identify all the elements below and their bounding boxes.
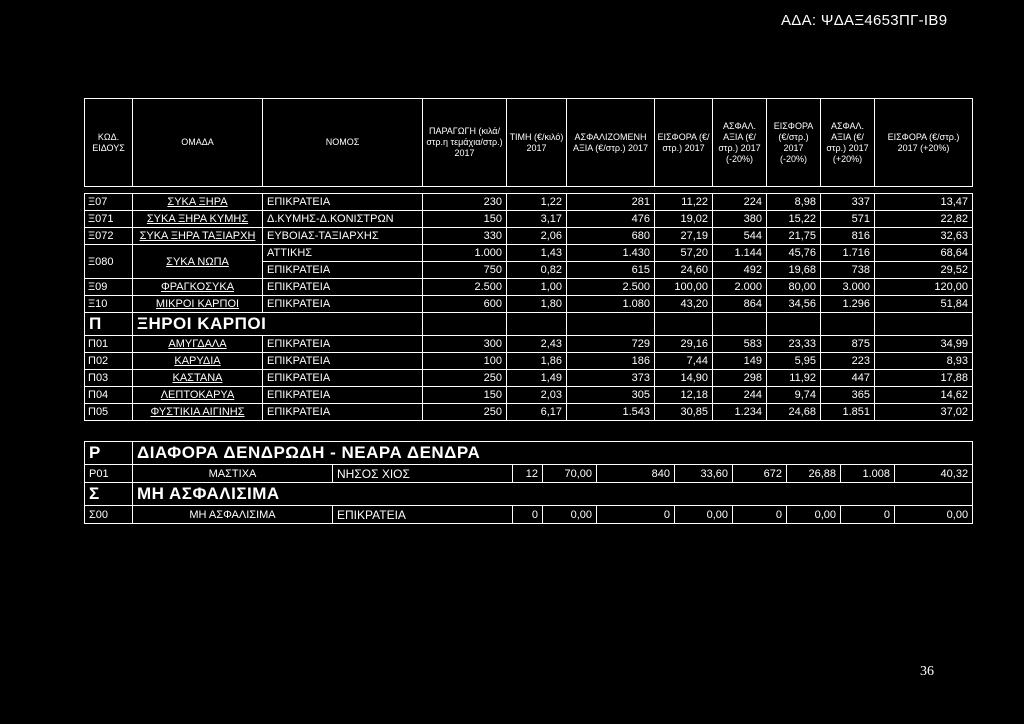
item-code: Ξ07 (85, 194, 133, 211)
value-cell: 14,62 (875, 387, 973, 404)
value-cell: 0,00 (895, 506, 973, 524)
column-header: ΑΣΦΑΛ. ΑΞΙΑ (€/στρ.) 2017 (-20%) (713, 99, 767, 187)
value-cell: 330 (423, 228, 507, 245)
section-code: Ρ (85, 442, 133, 465)
column-header: ΑΣΦΑΛΙΖΟΜΕΝΗ ΑΞΙΑ (€/στρ.) 2017 (567, 99, 655, 187)
value-cell: 1.430 (567, 245, 655, 262)
value-cell: 150 (423, 387, 507, 404)
value-cell: 26,88 (787, 465, 841, 483)
value-cell: 29,52 (875, 262, 973, 279)
value-cell: 9,74 (767, 387, 821, 404)
page-number: 36 (920, 664, 934, 679)
empty-cell (767, 313, 821, 336)
value-cell: 37,02 (875, 404, 973, 421)
column-header: ΝΟΜΟΣ (263, 99, 423, 187)
value-cell: 120,00 (875, 279, 973, 296)
value-cell: 2,43 (507, 336, 567, 353)
table-row (85, 194, 973, 211)
item-group: ΜΗ ΑΣΦΑΛΙΣΙΜΑ (133, 506, 333, 524)
section-title: ΜΗ ΑΣΦΑΛΙΣΙΜΑ (133, 483, 973, 506)
value-cell: 34,99 (875, 336, 973, 353)
section-title: ΞΗΡΟΙ ΚΑΡΠΟΙ (133, 313, 423, 336)
value-cell: 29,16 (655, 336, 713, 353)
column-header: ΤΙΜΗ (€/κιλό) 2017 (507, 99, 567, 187)
value-cell: 1.234 (713, 404, 767, 421)
value-cell: 729 (567, 336, 655, 353)
value-cell: 380 (713, 211, 767, 228)
value-cell: 476 (567, 211, 655, 228)
value-cell: 2.500 (423, 279, 507, 296)
column-header: ΟΜΑΔΑ (133, 99, 263, 187)
value-cell: 24,60 (655, 262, 713, 279)
value-cell: 1,86 (507, 353, 567, 370)
item-group: ΣΥΚΑ ΞΗΡΑ (133, 194, 263, 211)
item-group: ΣΥΚΑ ΞΗΡΑ ΚΥΜΗΣ (133, 211, 263, 228)
empty-cell (655, 313, 713, 336)
value-cell: 19,02 (655, 211, 713, 228)
value-cell: 13,47 (875, 194, 973, 211)
item-group: ΦΡΑΓΚΟΣΥΚΑ (133, 279, 263, 296)
value-cell: 21,75 (767, 228, 821, 245)
item-code: Π04 (85, 387, 133, 404)
value-cell: 43,20 (655, 296, 713, 313)
value-cell: 1.008 (841, 465, 895, 483)
column-header: ΑΣΦΑΛ. ΑΞΙΑ (€/στρ.) 2017 (+20%) (821, 99, 875, 187)
item-region: ΕΠΙΚΡΑΤΕΙΑ (263, 387, 423, 404)
empty-cell (821, 313, 875, 336)
document-reference: ΑΔΑ: ΨΔΑΞ4653ΠΓ-ΙΒ9 (781, 12, 948, 29)
item-code: Π02 (85, 353, 133, 370)
value-cell: 672 (733, 465, 787, 483)
empty-cell (875, 313, 973, 336)
value-cell: 149 (713, 353, 767, 370)
value-cell: 3.000 (821, 279, 875, 296)
value-cell: 100,00 (655, 279, 713, 296)
empty-cell (507, 313, 567, 336)
value-cell: 1.543 (567, 404, 655, 421)
table-row (85, 404, 973, 421)
value-cell: 1,43 (507, 245, 567, 262)
item-group: ΜΙΚΡΟΙ ΚΑΡΠΟΙ (133, 296, 263, 313)
value-cell: 230 (423, 194, 507, 211)
value-cell: 19,68 (767, 262, 821, 279)
item-code: Ξ10 (85, 296, 133, 313)
value-cell: 12 (513, 465, 543, 483)
table-row (85, 211, 973, 228)
value-cell: 492 (713, 262, 767, 279)
table-row (85, 465, 973, 483)
value-cell: 68,64 (875, 245, 973, 262)
item-region: ΝΗΣΟΣ ΧΙΟΣ (333, 465, 513, 483)
item-region: ΕΠΙΚΡΑΤΕΙΑ (263, 353, 423, 370)
value-cell: 15,22 (767, 211, 821, 228)
value-cell: 305 (567, 387, 655, 404)
section-row (85, 483, 973, 506)
value-cell: 373 (567, 370, 655, 387)
item-region: ΕΠΙΚΡΑΤΕΙΑ (263, 404, 423, 421)
table-row (85, 296, 973, 313)
table-row (85, 506, 973, 524)
value-cell: 0,00 (787, 506, 841, 524)
table-row (85, 387, 973, 404)
value-cell: 680 (567, 228, 655, 245)
value-cell: 337 (821, 194, 875, 211)
item-group: ΚΑΡΥΔΙΑ (133, 353, 263, 370)
item-region: ΕΠΙΚΡΑΤΕΙΑ (263, 279, 423, 296)
item-group: ΣΥΚΑ ΞΗΡΑ ΤΑΞΙΑΡΧΗ (133, 228, 263, 245)
section-row (85, 442, 973, 465)
item-region: ΕΠΙΚΡΑΤΕΙΑ (263, 336, 423, 353)
item-code: Σ00 (85, 506, 133, 524)
value-cell: 80,00 (767, 279, 821, 296)
value-cell: 1,00 (507, 279, 567, 296)
value-cell: 57,20 (655, 245, 713, 262)
item-code: Ξ071 (85, 211, 133, 228)
column-header: ΠΑΡΑΓΩΓΗ (κιλά/στρ.η τεμάχια/στρ.) 2017 (423, 99, 507, 187)
value-cell: 7,44 (655, 353, 713, 370)
value-cell: 0 (841, 506, 895, 524)
value-cell: 0,00 (675, 506, 733, 524)
value-cell: 0 (597, 506, 675, 524)
item-group: ΦΥΣΤΙΚΙΑ ΑΙΓΙΝΗΣ (133, 404, 263, 421)
item-code: Ξ072 (85, 228, 133, 245)
value-cell: 600 (423, 296, 507, 313)
value-cell: 2,03 (507, 387, 567, 404)
value-cell: 0 (733, 506, 787, 524)
value-cell: 250 (423, 404, 507, 421)
item-region: ΕΠΙΚΡΑΤΕΙΑ (263, 296, 423, 313)
value-cell: 864 (713, 296, 767, 313)
value-cell: 11,22 (655, 194, 713, 211)
item-code: Π05 (85, 404, 133, 421)
value-cell: 8,98 (767, 194, 821, 211)
empty-cell (423, 313, 507, 336)
value-cell: 875 (821, 336, 875, 353)
value-cell: 298 (713, 370, 767, 387)
value-cell: 186 (567, 353, 655, 370)
value-cell: 1.144 (713, 245, 767, 262)
value-cell: 0,82 (507, 262, 567, 279)
empty-cell (713, 313, 767, 336)
item-region: ΕΠΙΚΡΑΤΕΙΑ (333, 506, 513, 524)
item-region: ΑΤΤΙΚΗΣ (263, 245, 423, 262)
header-row (85, 99, 973, 187)
section-code: Σ (85, 483, 133, 506)
value-cell: 571 (821, 211, 875, 228)
value-cell: 70,00 (543, 465, 597, 483)
value-cell: 17,88 (875, 370, 973, 387)
value-cell: 22,82 (875, 211, 973, 228)
value-cell: 583 (713, 336, 767, 353)
value-cell: 840 (597, 465, 675, 483)
item-region: ΕΠΙΚΡΑΤΕΙΑ (263, 194, 423, 211)
value-cell: 615 (567, 262, 655, 279)
trees-table (84, 441, 973, 524)
section-code: Π (85, 313, 133, 336)
value-cell: 2,06 (507, 228, 567, 245)
value-cell: 1.296 (821, 296, 875, 313)
item-code: Π01 (85, 336, 133, 353)
value-cell: 150 (423, 211, 507, 228)
value-cell: 100 (423, 353, 507, 370)
value-cell: 224 (713, 194, 767, 211)
value-cell: 33,60 (675, 465, 733, 483)
table-row (85, 336, 973, 353)
item-region: ΕΠΙΚΡΑΤΕΙΑ (263, 370, 423, 387)
value-cell: 27,19 (655, 228, 713, 245)
value-cell: 45,76 (767, 245, 821, 262)
column-header: ΚΩΔ. ΕΙΔΟΥΣ (85, 99, 133, 187)
value-cell: 40,32 (895, 465, 973, 483)
value-cell: 23,33 (767, 336, 821, 353)
table-row (85, 370, 973, 387)
value-cell: 1,80 (507, 296, 567, 313)
section-title: ΔΙΑΦΟΡΑ ΔΕΝΔΡΩΔΗ - ΝΕΑΡΑ ΔΕΝΔΡΑ (133, 442, 973, 465)
value-cell: 2.000 (713, 279, 767, 296)
value-cell: 1.080 (567, 296, 655, 313)
value-cell: 8,93 (875, 353, 973, 370)
column-header: ΕΙΣΦΟΡΑ (€/στρ.) 2017 (+20%) (875, 99, 973, 187)
value-cell: 0,00 (543, 506, 597, 524)
value-cell: 1.000 (423, 245, 507, 262)
value-cell: 244 (713, 387, 767, 404)
value-cell: 738 (821, 262, 875, 279)
value-cell: 34,56 (767, 296, 821, 313)
column-header: ΕΙΣΦΟΡΑ (€/στρ.) 2017 (-20%) (767, 99, 821, 187)
table-row (85, 279, 973, 296)
item-group: ΜΑΣΤΙΧΑ (133, 465, 333, 483)
value-cell: 0 (513, 506, 543, 524)
item-region: ΕΥΒΟΙΑΣ-ΤΑΞΙΑΡΧΗΣ (263, 228, 423, 245)
value-cell: 32,63 (875, 228, 973, 245)
value-cell: 51,84 (875, 296, 973, 313)
value-cell: 3,17 (507, 211, 567, 228)
value-cell: 365 (821, 387, 875, 404)
value-cell: 300 (423, 336, 507, 353)
item-group: ΑΜΥΓΔΑΛΑ (133, 336, 263, 353)
section-row (85, 313, 973, 336)
table-row (85, 228, 973, 245)
value-cell: 816 (821, 228, 875, 245)
value-cell: 750 (423, 262, 507, 279)
item-group: ΣΥΚΑ ΝΩΠΑ (133, 245, 263, 279)
value-cell: 250 (423, 370, 507, 387)
value-cell: 30,85 (655, 404, 713, 421)
item-code: Ξ080 (85, 245, 133, 279)
value-cell: 223 (821, 353, 875, 370)
value-cell: 2.500 (567, 279, 655, 296)
table-row (85, 245, 973, 262)
value-cell: 11,92 (767, 370, 821, 387)
insurance-table (84, 98, 973, 421)
value-cell: 6,17 (507, 404, 567, 421)
empty-cell (567, 313, 655, 336)
item-code: Π03 (85, 370, 133, 387)
table-row (85, 353, 973, 370)
value-cell: 1,22 (507, 194, 567, 211)
value-cell: 281 (567, 194, 655, 211)
item-group: ΛΕΠΤΟΚΑΡΥΑ (133, 387, 263, 404)
value-cell: 1.851 (821, 404, 875, 421)
item-code: Ρ01 (85, 465, 133, 483)
value-cell: 1.716 (821, 245, 875, 262)
value-cell: 12,18 (655, 387, 713, 404)
value-cell: 1,49 (507, 370, 567, 387)
value-cell: 5,95 (767, 353, 821, 370)
value-cell: 544 (713, 228, 767, 245)
value-cell: 14,90 (655, 370, 713, 387)
item-region: ΕΠΙΚΡΑΤΕΙΑ (263, 262, 423, 279)
item-code: Ξ09 (85, 279, 133, 296)
item-group: ΚΑΣΤΑΝΑ (133, 370, 263, 387)
item-region: Δ.ΚΥΜΗΣ-Δ.ΚΟΝΙΣΤΡΩΝ (263, 211, 423, 228)
value-cell: 24,68 (767, 404, 821, 421)
value-cell: 447 (821, 370, 875, 387)
column-header: ΕΙΣΦΟΡΑ (€/στρ.) 2017 (655, 99, 713, 187)
